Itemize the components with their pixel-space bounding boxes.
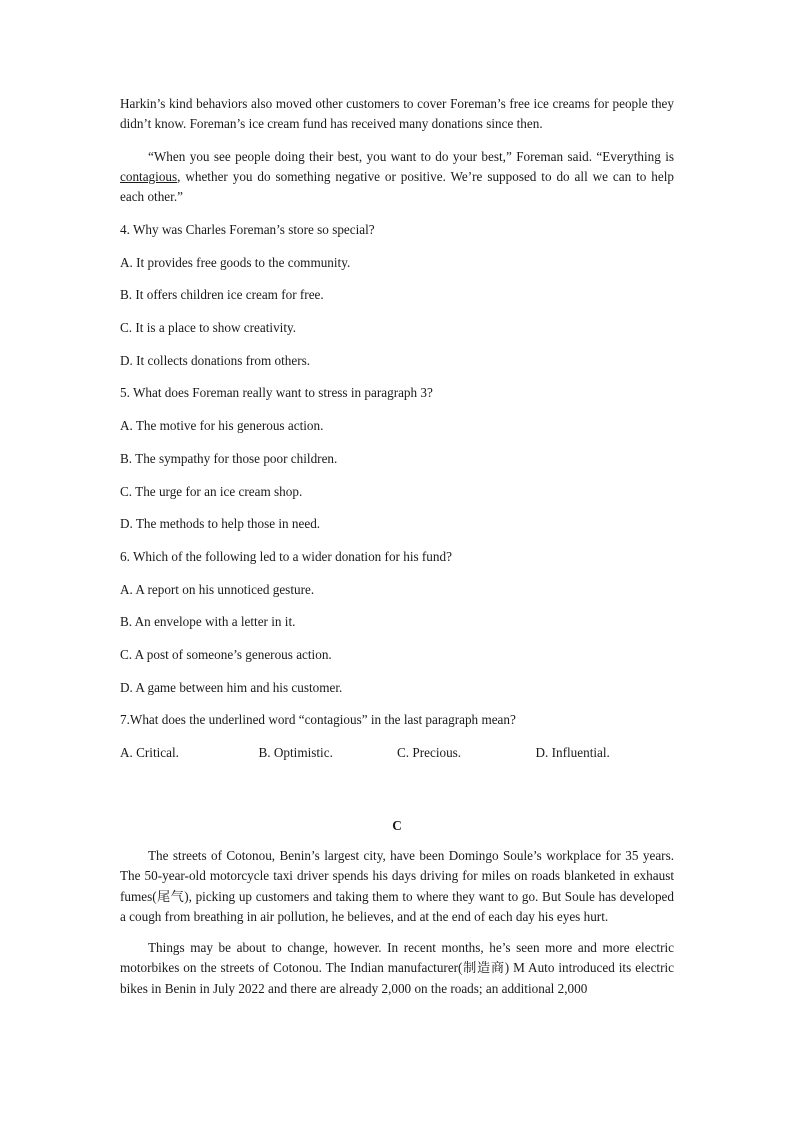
question-4-option-a: A. It provides free goods to the community. [120, 254, 351, 270]
question-7-options [120, 743, 674, 776]
passage-b-paragraph-2 [120, 147, 674, 207]
question-5-option-c: C. The urge for an ice cream shop. [120, 483, 303, 499]
section-heading-c: C [392, 817, 402, 833]
quote-text-start: “When you see people doing their best, you want to do your best,” Foreman said. “Everything is [148, 149, 674, 164]
question-5-stem: 5. What does Foreman really want to stress in paragraph 3? [120, 385, 433, 401]
question-7-option-d: D. Influential. [535, 745, 610, 760]
question-6-stem: 6. Which of the following led to a wider donation for his fund? [120, 548, 452, 564]
question-4-option-b: B. It offers children ice cream for free. [120, 287, 324, 303]
question-6-option-d: D. A game between him and his customer. [120, 679, 343, 695]
question-6-option-a: A. A report on his unnoticed gesture. [120, 581, 315, 597]
question-7-option-b: B. Optimistic. [258, 745, 333, 760]
question-4-option-d: D. It collects donations from others. [120, 352, 311, 368]
underlined-word-contagious: contagious [120, 169, 178, 184]
question-7-stem: 7.What does the underlined word “contagious” in the last paragraph mean? [120, 712, 516, 728]
question-6-option-b: B. An envelope with a letter in it. [120, 614, 296, 630]
document-page [120, 94, 674, 1009]
passage-c-paragraph-2: Things may be about to change, however. In recent months, he’s seen more and more electric motorbikes on the streets of Cotonou. The Indian manufacturer(制造商) M Auto introduced its electric bikes in Benin in July 2022 and there are already 2,000 on the roads; an additional 2,000 [120, 939, 674, 996]
question-7-option-a: A. Critical. [120, 745, 179, 760]
question-4-option-c: C. It is a place to show creativity. [120, 320, 297, 336]
question-7-option-c: C. Precious. [397, 745, 462, 760]
passage-c-paragraph-1: The streets of Cotonou, Benin’s largest city, have been Domingo Soule’s workplace for 35 years. The 50-year-old motorcycle taxi driver spends his days driving for miles on roads blanketed in exhaust fumes(尾气), picking up customers and taking them to where they want to go. But Soule has developed a cough from breathing in air pollution, he believes, and at the end of each day his eyes hurt. [120, 847, 674, 925]
passage-b-paragraph-1: Harkin’s kind behaviors also moved other customers to cover Foreman’s free ice creams for people they didn’t know. Foreman’s ice cream fund has received many donations since then. [120, 96, 674, 131]
question-5-option-d: D. The methods to help those in need. [120, 516, 321, 532]
question-5-option-a: A. The motive for his generous action. [120, 418, 324, 434]
question-4-stem: 4. Why was Charles Foreman’s store so special? [120, 222, 375, 237]
question-5-option-b: B. The sympathy for those poor children. [120, 450, 338, 466]
quote-text-end: , whether you do something negative or positive. We’re supposed to do all we can to help each other.” [120, 169, 674, 204]
question-6-option-c: C. A post of someone’s generous action. [120, 646, 332, 662]
